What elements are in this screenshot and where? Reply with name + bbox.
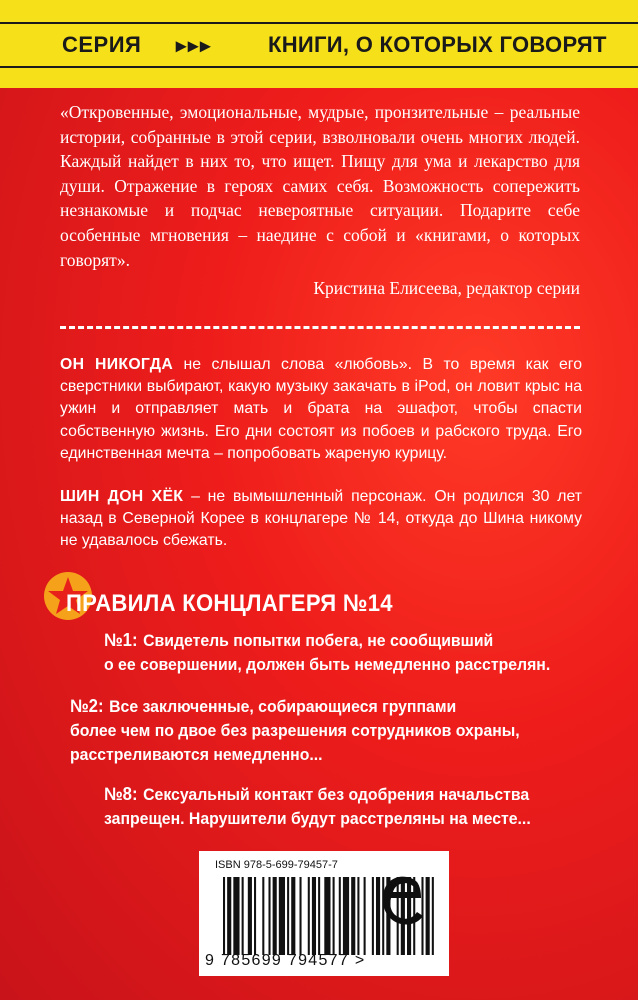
rules-title: ПРАВИЛА КОНЦЛАГЕРЯ №14 xyxy=(66,590,393,617)
editor-quote: «Откровенные, эмоциональные, мудрые, пронзительные – реальные истории, собранные в этой серии, взволновали очень многих людей. Каждый найдет в них то, что ищет. Пищу для ума и лекарство для души. Отражение в героях самих себя. Возможность сопережить незнакомые и подчас невероятные ситуации. Подарите себе особенные мгновения – наедине с собой и «книгами, о которых говорят». xyxy=(60,102,580,270)
barcode-bar xyxy=(291,877,295,955)
synopsis-paragraph-1 xyxy=(60,354,582,465)
barcode-bar xyxy=(432,877,434,955)
rule-8 xyxy=(104,782,531,831)
barcode-bar xyxy=(312,877,316,955)
arrows-icon: ▸▸▸ xyxy=(176,35,213,57)
synopsis-paragraph-2 xyxy=(60,486,582,553)
synopsis-text-1: не слышал слова «любовь». В то время как его сверстники выбирают, какую музыку закачать в iPod, он ловит крыс на ужин и отправляет мать и брата на эшафот, чтобы спасти собственную жизнь. Его дни состоят из побоев и рабского труда. Его единственная мечта – попробовать жареную курицу. xyxy=(60,356,582,462)
barcode-bar xyxy=(287,877,289,955)
barcode-bar xyxy=(351,877,355,955)
rule-1 xyxy=(104,628,550,677)
rule-2-line-3: расстреливаются немедленно... xyxy=(70,745,323,764)
rule-2-line-1: Все заключенные, собирающиеся группами xyxy=(109,697,457,716)
series-banner-strip xyxy=(0,22,638,68)
barcode-bar xyxy=(364,877,366,955)
barcode-digits: 9 785699 794577 > xyxy=(205,952,366,969)
barcode-bar xyxy=(324,877,330,955)
barcode-bar xyxy=(308,877,310,955)
rule-2-number: №2: xyxy=(70,696,104,716)
barcode-bar xyxy=(318,877,320,955)
isbn-text: ISBN 978-5-699-79457-7 xyxy=(215,859,338,871)
barcode-bar xyxy=(343,877,349,955)
synopsis-text-2: – не вымышленный персонаж. Он родился 30 лет назад в Северной Корее в концлагере № 14, откуда до Шина никому не удавалось сбежать. xyxy=(60,488,582,550)
barcode-bar xyxy=(279,877,285,955)
synopsis-lead-2: ШИН ДОН ХЁК xyxy=(60,488,184,505)
barcode-bar xyxy=(339,877,341,955)
barcode-bar xyxy=(273,877,277,955)
rule-2 xyxy=(70,694,520,767)
series-label: СЕРИЯ xyxy=(62,32,142,57)
series-banner xyxy=(0,0,638,88)
barcode-bar xyxy=(333,877,335,955)
barcode-bar xyxy=(242,877,244,955)
series-name: КНИГИ, О КОТОРЫХ ГОВОРЯТ xyxy=(268,32,607,57)
rule-8-number: №8: xyxy=(104,784,138,804)
rule-8-line-1: Сексуальный контакт без одобрения начальства xyxy=(143,785,530,804)
rule-1-line-1: Свидетель попытки побега, не сообщивший xyxy=(143,631,494,650)
barcode-bar xyxy=(227,877,231,955)
barcode-bar xyxy=(254,877,256,955)
barcode-bar xyxy=(233,877,239,955)
quote-author: Кристина Елисеева, редактор серии xyxy=(313,278,580,298)
dashed-divider xyxy=(60,326,580,329)
barcode-bar xyxy=(372,877,374,955)
barcode-bar xyxy=(357,877,359,955)
rule-1-number: №1: xyxy=(104,630,138,650)
synopsis-lead-1: ОН НИКОГДА xyxy=(60,356,174,373)
barcode-bar xyxy=(262,877,264,955)
rule-1-line-2: о ее совершении, должен быть немедленно расстрелян. xyxy=(104,655,551,674)
barcode-bar xyxy=(248,877,252,955)
rule-2-line-2: более чем по двое без разрешения сотрудников охраны, xyxy=(70,721,520,740)
barcode-bar xyxy=(268,877,270,955)
rule-8-line-2: запрещен. Нарушители будут расстреляны на месте... xyxy=(104,809,531,828)
barcode-bar xyxy=(299,877,301,955)
barcode-bar xyxy=(223,877,225,955)
publisher-logo-icon xyxy=(377,868,429,932)
